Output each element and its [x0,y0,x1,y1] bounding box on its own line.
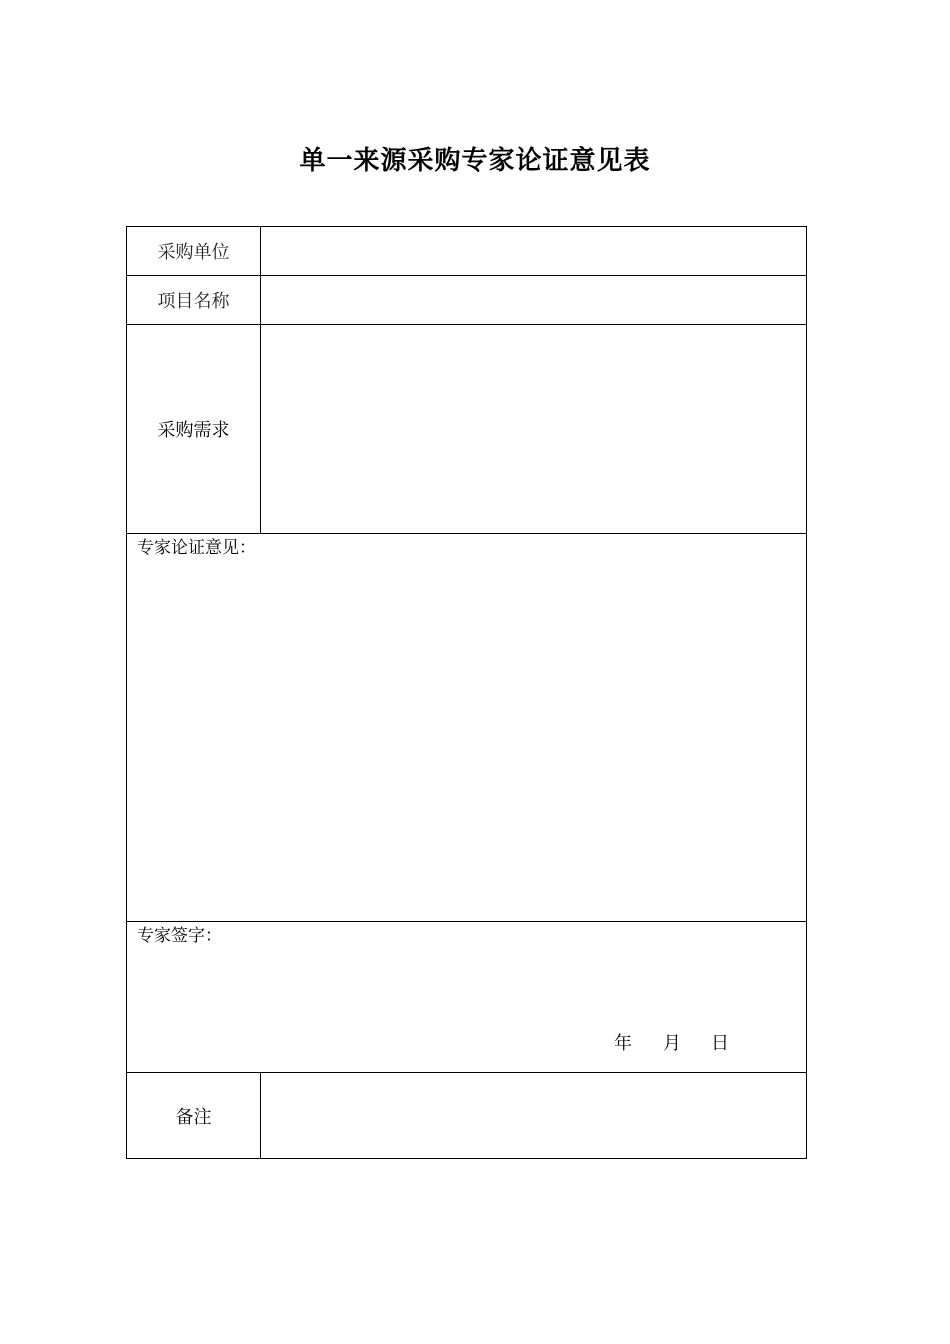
date-day-label: 日 [711,1033,729,1054]
opinion-form-table [126,226,807,1159]
expert-signature-field[interactable] [127,922,807,1073]
procurement-requirements-label: 采购需求 [127,325,261,534]
date-month-label: 月 [663,1033,681,1054]
expert-opinion-label: 专家论证意见： [137,538,256,558]
remarks-field[interactable] [261,1073,807,1159]
document-title: 单一来源采购专家论证意见表 [299,146,651,176]
signature-date [614,1032,729,1056]
expert-opinion-row [127,534,807,922]
project-name-field[interactable] [261,276,807,325]
project-name-row [127,276,807,325]
procurement-requirements-field[interactable] [261,325,807,534]
expert-signature-label: 专家签字： [137,926,222,946]
project-name-label: 项目名称 [127,276,261,325]
expert-signature-row [127,922,807,1073]
remarks-row [127,1073,807,1159]
date-year-label: 年 [614,1033,632,1054]
purchasing-unit-label: 采购单位 [127,227,261,276]
remarks-label: 备注 [127,1073,261,1159]
procurement-requirements-row [127,325,807,534]
purchasing-unit-field[interactable] [261,227,807,276]
purchasing-unit-row [127,227,807,276]
expert-opinion-field[interactable] [127,534,807,922]
